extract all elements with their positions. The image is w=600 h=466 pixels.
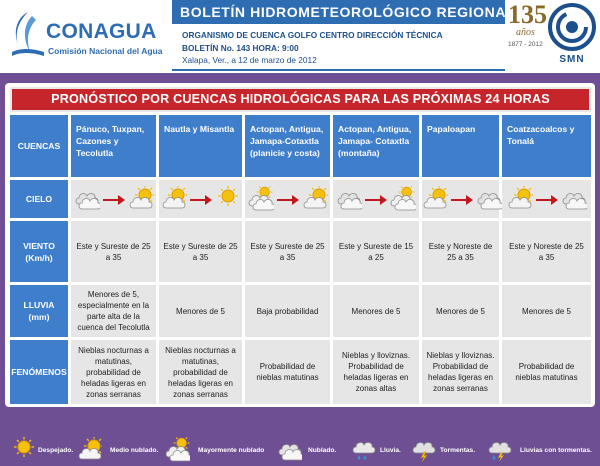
- wind-row-label: [10, 221, 68, 282]
- rain-unit: (mm): [28, 312, 50, 322]
- anniversary-number: 135: [508, 0, 547, 29]
- cloud-icon-glyph: [278, 437, 302, 463]
- legend-item: [488, 433, 598, 466]
- bulletin-title: BOLETÍN HIDROMETEOROLÓGICO REGIONAL: [172, 0, 505, 24]
- rain-row: [10, 285, 591, 337]
- partly-cloudy-icon-glyph: [78, 437, 102, 463]
- sky-row: [10, 180, 591, 218]
- wind-cell: Este y Sureste de 15 a 25: [333, 221, 419, 282]
- basin-header: Papaloapan: [422, 115, 499, 177]
- legend-item: [352, 433, 412, 466]
- organization-line: ORGANISMO DE CUENCA GOLFO CENTRO DIRECCIÓN TÉCNICA: [182, 30, 443, 40]
- brand-subtitle: Comisión Nacional del Agua: [48, 46, 163, 56]
- mostly-cloudy-icon: [248, 186, 274, 212]
- wind-label: VIENTO: [23, 240, 55, 251]
- rain-row-label: [10, 285, 68, 337]
- basin-header: Actopan, Antigua, Jamapa- Cotaxtla (montaña): [333, 115, 419, 177]
- rain-cell: Menores de 5, especialmente en la parte alta de la cuenca del Tecolutla: [71, 285, 156, 337]
- sky-cell: [159, 180, 242, 218]
- legend-label: Medio nublado.: [110, 447, 159, 454]
- mostly-cloudy-icon: [390, 186, 416, 212]
- phenomena-cell: Probabilidad de nieblas matutinas: [245, 340, 330, 404]
- conagua-emblem-icon: [6, 8, 50, 60]
- rain-cell: Menores de 5: [159, 285, 242, 337]
- partly-cloudy-icon: [507, 186, 533, 212]
- sky-legend: [0, 433, 600, 466]
- basin-header: Pánuco, Tuxpan, Cazones y Tecolutla: [71, 115, 156, 177]
- sky-cell: [333, 180, 419, 218]
- sun-icon-glyph: [12, 437, 36, 463]
- sky-cell: [502, 180, 591, 218]
- legend-label: Tormentas.: [440, 447, 476, 454]
- sky-cell: [245, 180, 330, 218]
- sky-row-label: CIELO: [10, 180, 68, 218]
- bulletin-header: [0, 0, 600, 73]
- phenomena-row-label: FENÓMENOS: [10, 340, 68, 404]
- legend-label: Mayormente nublado: [198, 447, 265, 454]
- arrow-right-icon: [535, 194, 559, 206]
- basin-header: Coatzacoalcos y Tonalá: [502, 115, 591, 177]
- cloud-icon: [476, 186, 502, 212]
- wind-row: [10, 221, 591, 282]
- legend-label: Lluvias con tormentas.: [520, 447, 592, 454]
- cloud-icon: [561, 186, 587, 212]
- wind-unit: (Km/h): [25, 252, 53, 263]
- sun-icon: [215, 186, 241, 212]
- smn-label: SMN: [559, 54, 585, 65]
- arrow-right-icon: [102, 194, 126, 206]
- phenomena-cell: Probabilidad de nieblas matutinas: [502, 340, 591, 404]
- cloud-icon: [336, 186, 362, 212]
- arrow-right-icon: [189, 194, 213, 206]
- legend-item: [412, 433, 487, 466]
- smn-spiral-icon: [546, 2, 598, 54]
- bulletin-info: [182, 29, 502, 67]
- wind-cell: Este y Sureste de 25 a 35: [245, 221, 330, 282]
- legend-item: [278, 433, 348, 466]
- rain-cell: Baja probabilidad: [245, 285, 330, 337]
- basin-header: Actopan, Antigua, Jamapa-Cotaxtla (planicie y costa): [245, 115, 330, 177]
- arrow-right-icon: [364, 194, 388, 206]
- phenomena-row: [10, 340, 591, 404]
- arrow-right-icon: [450, 194, 474, 206]
- phenomena-cell: Nieblas nocturnas a matutinas, probabilidad de heladas ligeras en zonas serranas: [71, 340, 156, 404]
- rain-storm-icon-glyph: [488, 437, 512, 463]
- cloud-icon: [74, 186, 100, 212]
- wind-cell: Este y Sureste de 25 a 35: [71, 221, 156, 282]
- phenomena-cell: Nieblas nocturnas a matutinas, probabilidad de heladas ligeras en zonas serranas: [159, 340, 242, 404]
- bulletin-number-line: BOLETÍN No. 143 HORA: 9:00: [182, 42, 299, 53]
- legend-label: Despejado.: [38, 447, 74, 454]
- header-divider: [172, 69, 505, 71]
- storm-icon-glyph: [412, 437, 436, 463]
- partly-cloudy-icon: [422, 186, 448, 212]
- anniversary-word: años: [516, 27, 535, 38]
- wind-cell: Este y Noreste de 25 a 35: [422, 221, 499, 282]
- legend-item: [166, 433, 266, 466]
- partly-cloudy-icon: [128, 186, 154, 212]
- arrow-right-icon: [276, 194, 300, 206]
- legend-label: Lluvia.: [380, 447, 401, 454]
- anniversary-years: 1877 - 2012: [508, 41, 543, 48]
- conagua-logo: [6, 6, 166, 66]
- legend-item: [12, 433, 82, 466]
- legend-label: Nublado.: [308, 447, 337, 454]
- smn-logo: [546, 2, 598, 70]
- wind-cell: Este y Sureste de 25 a 35: [159, 221, 242, 282]
- rain-cell: Menores de 5: [333, 285, 419, 337]
- rain-icon-glyph: [352, 437, 376, 463]
- mostly-cloudy-icon-glyph: [166, 437, 190, 463]
- basin-header: Nautla y Misantla: [159, 115, 242, 177]
- legend-item: [78, 433, 158, 466]
- forecast-banner: PRONÓSTICO POR CUENCAS HIDROLÓGICAS PARA LAS PRÓXIMAS 24 HORAS: [10, 87, 591, 112]
- wind-cell: Este y Noreste de 25 a 35: [502, 221, 591, 282]
- bulletin-date-line: Xalapa, Ver., a 12 de marzo de 2012: [182, 55, 317, 65]
- partly-cloudy-icon: [302, 186, 328, 212]
- anniversary-badge: [508, 0, 546, 56]
- phenomena-cell: Nieblas y lloviznas. Probabilidad de heladas ligeras en zonas serranas: [422, 340, 499, 404]
- table-header-row: [10, 115, 591, 177]
- sky-cell: [422, 180, 499, 218]
- rain-cell: Menores de 5: [422, 285, 499, 337]
- rain-cell: Menores de 5: [502, 285, 591, 337]
- partly-cloudy-icon: [161, 186, 187, 212]
- brand-name: CONAGUA: [46, 20, 157, 43]
- corner-header: CUENCAS: [10, 115, 68, 177]
- phenomena-cell: Nieblas y lloviznas. Probabilidad de heladas ligeras en zonas altas: [333, 340, 419, 404]
- rain-label: LLUVIA: [23, 300, 55, 310]
- sky-cell: [71, 180, 156, 218]
